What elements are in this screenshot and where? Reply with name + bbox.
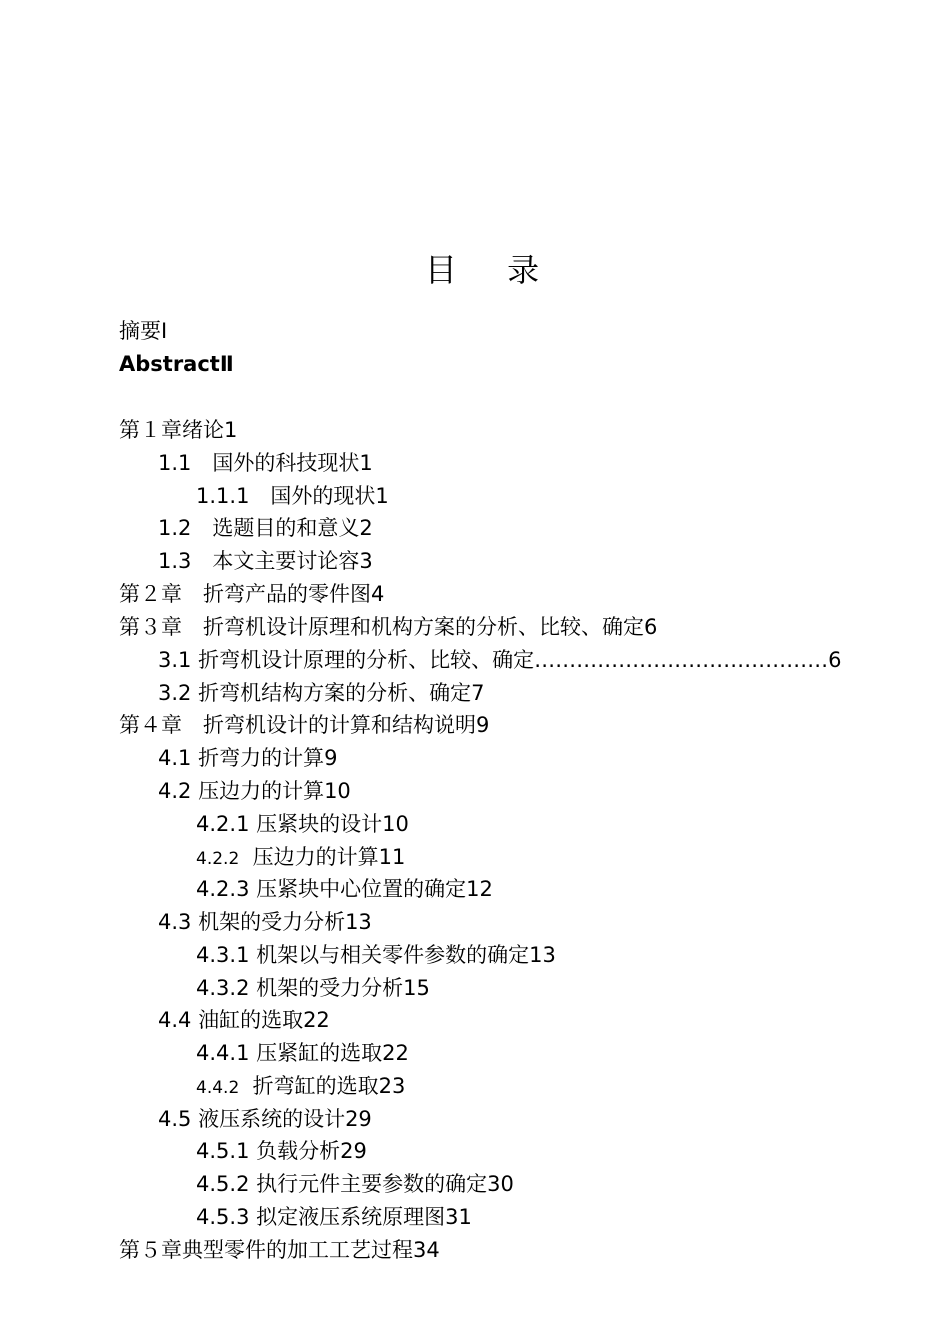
toc-entry-1-1: 1.1 国外的科技现状1 xyxy=(158,451,373,475)
toc-entry-4-4: 4.4 油缸的选取22 xyxy=(158,1008,330,1032)
toc-entry-4-2-1: 4.2.1 压紧块的设计10 xyxy=(196,812,409,836)
toc-dot-leader: …………………………………… xyxy=(534,648,829,672)
toc-entry-ch5: 第５章典型零件的加工工艺过程34 xyxy=(119,1238,440,1262)
toc-entry-1-2: 1.2 选题目的和意义2 xyxy=(158,516,373,540)
toc-entry-4-2-2 xyxy=(196,843,405,873)
toc-entry-3-1-text: 3.1 折弯机设计原理的分析、比较、确定 xyxy=(158,648,535,672)
toc-entry-1-3: 1.3 本文主要讨论容3 xyxy=(158,549,373,573)
toc-entry-3-1 xyxy=(158,646,841,674)
toc-entry-4-5-1: 4.5.1 负载分析29 xyxy=(196,1139,367,1163)
toc-entry-4-3: 4.3 机架的受力分析13 xyxy=(158,910,372,934)
toc-entry-4-2-2-number: 4.2.2 xyxy=(196,849,240,869)
toc-entry-4-4-1: 4.4.1 压紧缸的选取22 xyxy=(196,1041,409,1065)
toc-entry-4-5-3: 4.5.3 拟定液压系统原理图31 xyxy=(196,1205,472,1229)
toc-entry-abstract-cn: 摘要Ⅰ xyxy=(119,319,168,343)
toc-entry-3-1-page: 6 xyxy=(828,648,842,672)
toc-entry-4-1: 4.1 折弯力的计算9 xyxy=(158,746,338,770)
toc-entry-1-1-1: 1.1.1 国外的现状1 xyxy=(196,484,389,508)
toc-entry-ch3: 第３章 折弯机设计原理和机构方案的分析、比较、确定6 xyxy=(119,615,658,639)
toc-entry-4-5: 4.5 液压系统的设计29 xyxy=(158,1107,372,1131)
toc-entry-4-2-2-text: 压边力的计算11 xyxy=(239,845,406,869)
toc-entry-4-2: 4.2 压边力的计算10 xyxy=(158,779,351,803)
toc-entry-ch4: 第４章 折弯机设计的计算和结构说明9 xyxy=(119,713,490,737)
toc-entry-ch1: 第１章绪论1 xyxy=(119,418,238,442)
toc-entry-4-4-2-text: 折弯缸的选取23 xyxy=(239,1074,406,1098)
toc-entry-3-2: 3.2 折弯机结构方案的分析、确定7 xyxy=(158,681,485,705)
toc-entry-4-4-2 xyxy=(196,1072,405,1102)
toc-entry-4-3-1: 4.3.1 机架以与相关零件参数的确定13 xyxy=(196,943,556,967)
toc-entry-4-5-2: 4.5.2 执行元件主要参数的确定30 xyxy=(196,1172,514,1196)
toc-entry-4-2-3: 4.2.3 压紧块中心位置的确定12 xyxy=(196,877,493,901)
toc-entry-abstract-en: AbstractⅡ xyxy=(119,352,234,376)
toc-entry-4-3-2: 4.3.2 机架的受力分析15 xyxy=(196,976,430,1000)
toc-entry-4-4-2-number: 4.4.2 xyxy=(196,1078,240,1098)
toc-entry-ch2: 第２章 折弯产品的零件图4 xyxy=(119,582,385,606)
toc-title: 目 录 xyxy=(424,251,560,289)
